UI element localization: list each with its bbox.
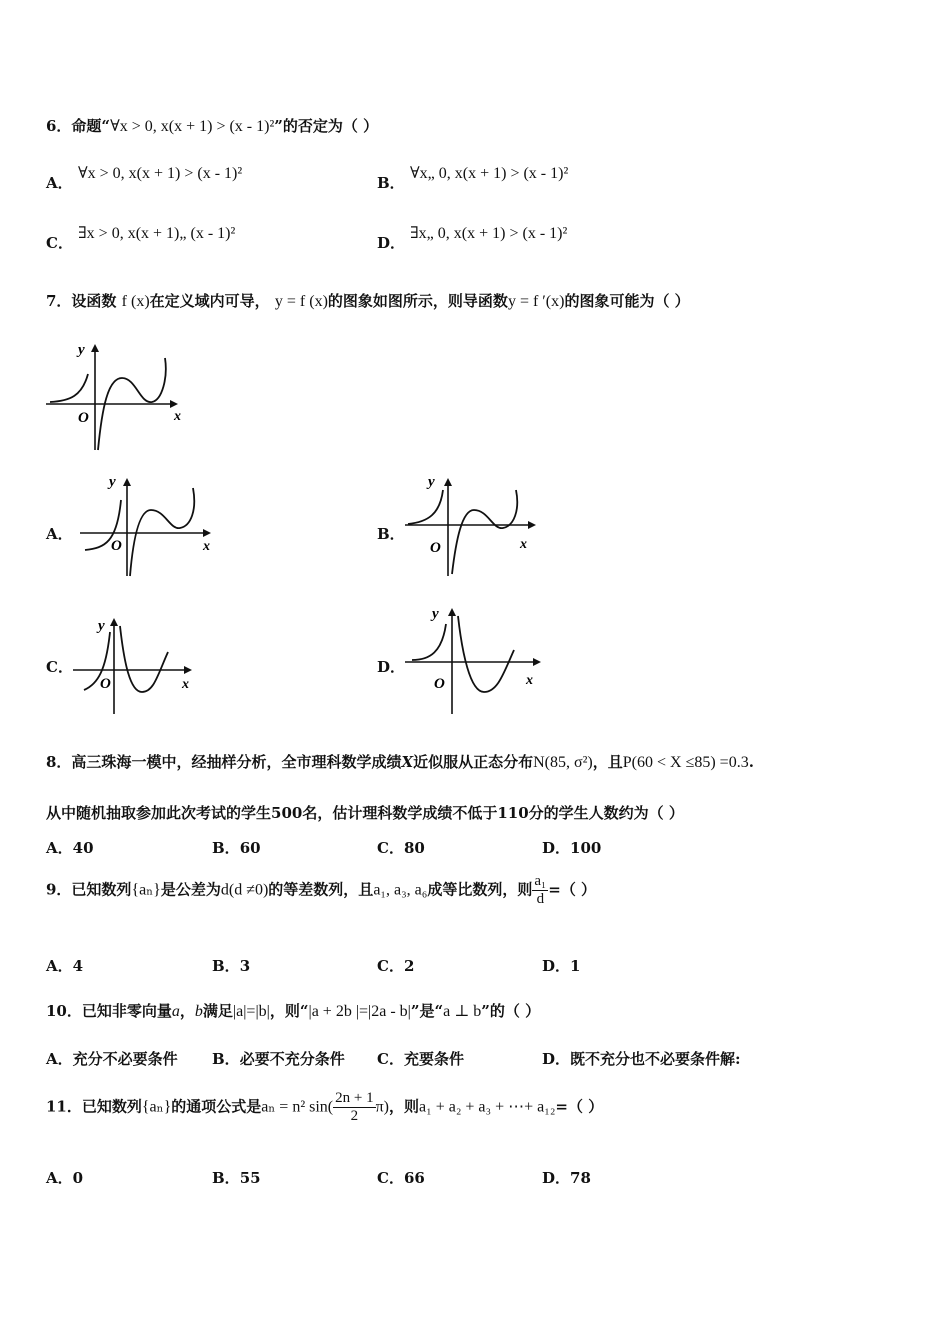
q6-option-c: C． xyxy=(46,234,73,252)
q8-option-d: D．100 xyxy=(542,839,602,857)
q7-option-a: A． xyxy=(46,525,73,543)
q7-option-a-graph xyxy=(75,470,220,580)
q9-option-c: C．2 xyxy=(377,957,415,975)
q6-option-b-math: ∀x„ 0, x(x + 1) > (x - 1)² xyxy=(410,165,569,182)
q11-option-b: B．55 xyxy=(212,1169,261,1187)
q7-stem: 7．设函数 f (x)在定义域内可导， y = f (x)的图象如图所示，则导函数y = f ′(x)的图象可能为（ ） xyxy=(46,292,690,310)
q8-option-b: B．60 xyxy=(212,839,261,857)
q11-option-a: A．0 xyxy=(46,1169,84,1187)
q9-stem: 9．已知数列{aₙ}是公差为d(d ≠0)的等差数列，且a₁, a₃, a₆成等比数列，则 $\frac{\text{a₁}}{d}$ =（ ） xyxy=(46,873,597,907)
q10-stem: 10．已知非零向量a，b满足|a|=|b|，则“|a + 2b |=|2a - b|”是“a ⊥ b”的（ ） xyxy=(46,1002,541,1020)
q6-option-a: A． xyxy=(46,174,73,192)
q11-option-d: D．78 xyxy=(542,1169,591,1187)
svg-text:O: O xyxy=(111,538,122,554)
q6-option-a-math: ∀x > 0, x(x + 1) > (x - 1)² xyxy=(78,165,243,182)
svg-text:y: y xyxy=(432,606,439,622)
q7-option-d: D． xyxy=(377,658,406,676)
svg-text:O: O xyxy=(430,540,441,556)
q10-option-a: A．充分不必要条件 xyxy=(46,1050,178,1068)
svg-text:y: y xyxy=(98,618,105,634)
q11-stem: 11．已知数列{aₙ}的通项公式是aₙ = n² sin( $\frac{2n + 1}{2}$ π)，则a₁ + a₂ + a₃ + ⋯+ a₁₂=（ ） xyxy=(46,1090,604,1124)
q9-option-d: D．1 xyxy=(542,957,581,975)
q6-option-d: D． xyxy=(377,234,406,252)
q9-fraction: $\frac{\text{a₁}}{d}$ xyxy=(534,873,547,907)
q9-option-b: B．3 xyxy=(212,957,251,975)
y-axis-arrow xyxy=(91,344,99,352)
origin-label: O xyxy=(78,410,89,426)
svg-text:y: y xyxy=(428,474,435,490)
q6-stem: 6．命题“∀x > 0, x(x + 1) > (x - 1)²”的否定为（ ） xyxy=(46,117,379,135)
q7-option-c: C． xyxy=(46,658,73,676)
svg-text:x: x xyxy=(182,677,189,692)
q7-main-graph xyxy=(40,338,190,453)
q8-stem-line1: 8．高三珠海一模中，经抽样分析，全市理科数学成绩X近似服从正态分布N(85, σ²)，且P(60 < X ≤85) =0.3. xyxy=(46,753,754,771)
q8-option-c: C．80 xyxy=(377,839,425,857)
svg-text:x: x xyxy=(526,673,533,688)
svg-text:O: O xyxy=(100,676,111,692)
q6-option-b: B． xyxy=(377,174,405,192)
svg-text:O: O xyxy=(434,676,445,692)
svg-text:x: x xyxy=(203,539,210,554)
q7-option-d-graph xyxy=(402,602,547,717)
q6-option-c-math: ∃x > 0, x(x + 1)„ (x - 1)² xyxy=(78,225,236,242)
q7-option-b-graph xyxy=(400,470,545,580)
axis-y-label: y xyxy=(78,342,85,358)
q8-option-a: A．40 xyxy=(46,839,94,857)
q10-option-c: C．充要条件 xyxy=(377,1050,464,1068)
q11-fraction: $\frac{2n + 1}{2}$ xyxy=(335,1090,374,1124)
axis-x-label: x xyxy=(174,409,181,424)
q6-option-d-math: ∃x„ 0, x(x + 1) > (x - 1)² xyxy=(410,225,568,242)
q10-option-d: D．既不充分也不必要条件解: xyxy=(542,1050,741,1068)
q10-option-b: B．必要不充分条件 xyxy=(212,1050,345,1068)
svg-text:x: x xyxy=(520,537,527,552)
q7-option-c-graph xyxy=(70,612,200,717)
q9-option-a: A．4 xyxy=(46,957,84,975)
svg-text:y: y xyxy=(109,474,116,490)
x-axis-arrow xyxy=(170,400,178,408)
q11-option-c: C．66 xyxy=(377,1169,425,1187)
q8-stem-line2: 从中随机抽取参加此次考试的学生500名，估计理科数学成绩不低于110分的学生人数约为（ ） xyxy=(46,804,684,822)
curve-left xyxy=(50,374,88,402)
q7-option-b: B． xyxy=(377,525,405,543)
